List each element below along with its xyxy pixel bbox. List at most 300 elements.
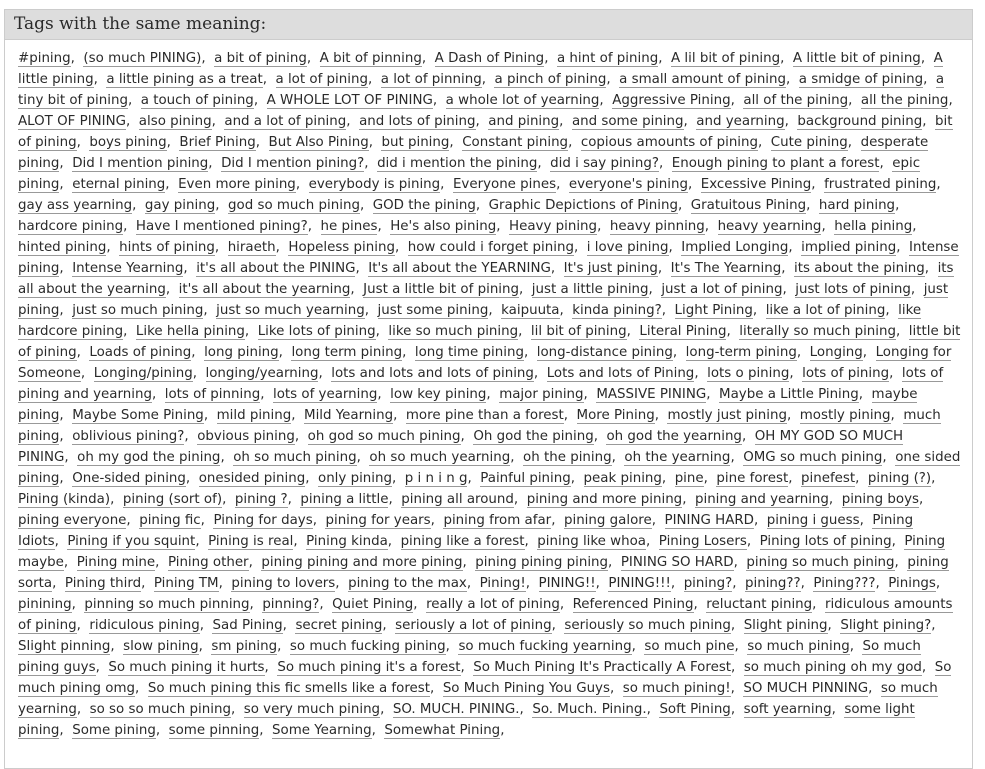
tag-link[interactable]: A little pining — [18, 51, 943, 87]
tag-link[interactable]: PINING!!! — [608, 576, 671, 591]
tag-separator: , — [608, 555, 617, 570]
tag-link[interactable]: secret pining — [295, 618, 383, 633]
tag-separator: , — [191, 345, 200, 360]
tag-link[interactable]: pining (?) — [867, 471, 932, 486]
tag-link[interactable]: kinda pining? — [572, 303, 662, 318]
tag-link[interactable]: Literal Pining — [639, 324, 727, 339]
tag-link[interactable]: slow pining — [123, 639, 199, 654]
tag-link[interactable]: It's The Yearning — [670, 261, 782, 276]
tag-separator: , — [432, 93, 442, 108]
tag-link[interactable]: Longing for Someone — [18, 345, 952, 381]
tag-list-item — [577, 408, 664, 424]
tag-link[interactable]: Longing — [809, 345, 863, 360]
tag-link[interactable]: heavy yearning — [717, 219, 822, 234]
tag-link[interactable]: and yearning — [696, 114, 785, 129]
tag-separator: , — [788, 240, 797, 255]
tag-link[interactable]: maybe pining — [18, 387, 918, 423]
tag-link[interactable]: PINING!! — [538, 576, 596, 591]
tag-link[interactable]: just some pining — [377, 303, 489, 318]
tag-separator: , — [948, 93, 957, 108]
tag-link[interactable]: hella pining — [834, 219, 913, 234]
tag-link[interactable]: hiraeth — [227, 240, 276, 255]
tag-link[interactable]: pining fic — [139, 513, 201, 528]
tag-link[interactable]: a whole lot of yearning — [445, 93, 600, 108]
tag-separator: , — [891, 534, 901, 549]
tag-link[interactable]: oh my god the pining — [77, 450, 221, 465]
tag-link[interactable]: So Much Pining You Guys — [442, 681, 610, 696]
tag-link[interactable]: bit of pining — [18, 114, 953, 150]
tag-link[interactable]: a bit of pining — [214, 51, 307, 66]
tag-link[interactable]: gay pining — [144, 198, 216, 213]
tag-link[interactable]: so much yearning — [18, 681, 938, 717]
tag-link[interactable]: a touch of pining — [140, 93, 254, 108]
tag-link[interactable]: so much pining — [747, 639, 850, 654]
tag-link[interactable]: onesided pining — [198, 471, 306, 486]
tag-link[interactable]: so much fucking yearning — [458, 639, 632, 654]
tag-link[interactable]: Pining is real — [208, 534, 294, 549]
tag-link[interactable]: So much pining guys — [18, 639, 921, 675]
tag-link[interactable]: Even more pining — [178, 177, 296, 192]
tag-list-item — [747, 639, 858, 655]
tag-link[interactable]: peak pining — [583, 471, 662, 486]
tag-link[interactable]: obvious pining — [197, 429, 295, 444]
tag-link[interactable]: Have I mentioned pining? — [135, 219, 308, 234]
tag-list-item — [148, 681, 439, 697]
tag-link[interactable]: pine forest — [716, 471, 789, 486]
tag-link[interactable]: desperate pining — [18, 135, 929, 171]
tag-separator: , — [123, 324, 132, 339]
tag-link[interactable]: all of the pining — [743, 93, 849, 108]
tag-separator: , — [568, 135, 577, 150]
tag-link[interactable]: so so so much pining — [89, 702, 231, 717]
tag-link[interactable]: seriously a lot of pining — [395, 618, 552, 633]
tag-separator: , — [896, 240, 905, 255]
tag-link[interactable]: gay ass yearning — [18, 198, 133, 213]
tag-link[interactable]: Pining lots of pining — [759, 534, 892, 549]
tag-separator: , — [786, 72, 795, 87]
tag-separator: , — [672, 345, 682, 360]
tag-link[interactable]: pining i guess — [766, 513, 860, 528]
tag-link[interactable]: little bit of pining — [18, 324, 961, 360]
tag-link[interactable]: kaipuuta — [501, 303, 560, 318]
tag-link[interactable]: lots of pining and yearning — [18, 366, 944, 402]
tag-link[interactable]: Did I mention pining — [72, 156, 209, 171]
tag-separator: , — [59, 471, 68, 486]
tag-link[interactable]: pining and yearning — [694, 492, 829, 507]
tag-link[interactable]: just pining — [18, 282, 949, 318]
tag-link[interactable]: pinning? — [262, 597, 320, 612]
tag-link[interactable]: hinted pining — [18, 240, 107, 255]
tag-separator: , — [657, 261, 667, 276]
tag-link[interactable]: It's just pining — [563, 261, 658, 276]
tag-link[interactable]: Pining TM — [153, 576, 219, 591]
tag-link[interactable]: Like hella pining — [135, 324, 245, 339]
tag-separator: , — [277, 639, 286, 654]
tag-list-item — [861, 93, 957, 109]
tag-link[interactable]: Painful pining — [480, 471, 571, 486]
tag-link[interactable]: more pine than a forest — [405, 408, 564, 423]
tag-link[interactable]: really a lot of pining — [426, 597, 560, 612]
tag-link[interactable]: (so much PINING) — [83, 51, 202, 66]
tag-link[interactable]: Pinings — [888, 576, 936, 591]
tag-link[interactable]: sm pining — [211, 639, 278, 654]
tag-link[interactable]: One-sided pining — [72, 471, 186, 486]
tag-link[interactable]: like hardcore pining — [18, 303, 922, 339]
tag-link[interactable]: seriously so much pining — [564, 618, 731, 633]
tag-list-item — [199, 471, 314, 487]
tag-link[interactable]: Pining Losers — [658, 534, 747, 549]
tag-list-item — [141, 93, 263, 109]
tag-link[interactable]: A bit of pinning — [319, 51, 422, 66]
tag-link[interactable]: pining and more pining — [526, 492, 683, 507]
tag-link[interactable]: A Dash of Pining — [434, 51, 545, 66]
tag-link[interactable]: did i say pining? — [550, 156, 659, 171]
tag-link[interactable]: only pining — [318, 471, 392, 486]
tag-link[interactable]: Pining for days — [213, 513, 313, 528]
tag-link[interactable]: #pining — [18, 51, 71, 66]
tag-link[interactable]: Pining Idiots — [18, 513, 914, 549]
tag-separator: , — [95, 660, 105, 675]
tag-link[interactable]: Aggressive Pining — [612, 93, 731, 108]
tag-link[interactable]: Slight pining — [743, 618, 828, 633]
tag-link[interactable]: a lot of pinning — [380, 72, 482, 87]
tag-separator: , — [732, 576, 741, 591]
tag-link[interactable]: Enough pining to plant a forest — [671, 156, 880, 171]
tag-link[interactable]: low key pining — [390, 387, 487, 402]
tag-link[interactable]: long-distance pining — [536, 345, 673, 360]
tag-separator: , — [537, 156, 546, 171]
tag-link[interactable]: lots and lots and lots of pining — [331, 366, 534, 381]
tag-link[interactable]: hardcore pining — [18, 219, 124, 234]
tag-link[interactable]: pining? — [683, 576, 733, 591]
tag-link[interactable]: lots of pining — [802, 366, 890, 381]
tag-link[interactable]: So Much Pining It's Practically A Forest — [473, 660, 732, 675]
tag-link[interactable]: eternal pining — [72, 177, 166, 192]
tag-link[interactable]: PINING HARD — [664, 513, 754, 528]
tag-link[interactable]: background pining — [797, 114, 923, 129]
tag-link[interactable]: Just a little bit of pining — [363, 282, 520, 297]
tag-link[interactable]: lots of pinning — [164, 387, 261, 402]
tag-link[interactable]: so much fucking pining — [289, 639, 446, 654]
tag-list-item — [458, 639, 640, 655]
tag-link[interactable]: Maybe Some Pining — [72, 408, 204, 423]
tag-link[interactable]: a smidge of pining — [798, 72, 924, 87]
tag-separator: , — [183, 261, 192, 276]
tag-link[interactable]: reluctant pining — [706, 597, 813, 612]
tag-separator: , — [597, 219, 606, 234]
tag-separator: , — [106, 240, 115, 255]
tag-link[interactable]: lots of yearning — [272, 387, 378, 402]
tag-link[interactable]: long time pining — [414, 345, 524, 360]
tag-separator: , — [59, 156, 68, 171]
tag-link[interactable]: so much pining oh my god — [743, 660, 922, 675]
tag-link[interactable]: boys pining — [89, 135, 167, 150]
tag-link[interactable]: pining all around — [401, 492, 514, 507]
tag-link[interactable]: So much pining it's a forest — [277, 660, 461, 675]
tag-link[interactable]: much pining — [18, 408, 941, 444]
tag-link[interactable]: Lots and lots of Pining — [546, 366, 695, 381]
tag-link[interactable]: epic pining — [18, 156, 921, 192]
tag-link[interactable]: like so much pining — [388, 324, 519, 339]
tag-list-item — [18, 240, 115, 256]
tag-link[interactable]: just a lot of pining — [661, 282, 783, 297]
tag-link[interactable]: pining boys — [841, 492, 919, 507]
tag-link[interactable]: so much pining! — [622, 681, 731, 696]
tag-link[interactable]: just so much yearning — [216, 303, 365, 318]
tag-link[interactable]: how could i forget pining — [407, 240, 574, 255]
tag-link[interactable]: hints of pining — [119, 240, 215, 255]
tag-link[interactable]: a pinch of pining — [494, 72, 607, 87]
tag-link[interactable]: oh so much pining — [233, 450, 357, 465]
tag-link[interactable]: one sided pining — [18, 450, 961, 486]
tag-link[interactable]: long-term pining — [685, 345, 797, 360]
tag-link[interactable]: soft yearning — [743, 702, 832, 717]
tag-link[interactable]: literally so much pining — [739, 324, 897, 339]
tag-link[interactable]: pining so much pining — [746, 555, 895, 570]
tag-link[interactable]: So much pining it hurts — [108, 660, 265, 675]
tag-separator: , — [544, 51, 553, 66]
tag-link[interactable]: pining galore — [563, 513, 652, 528]
tag-link[interactable]: major pining — [499, 387, 584, 402]
tag-link[interactable]: long term pining — [291, 345, 403, 360]
tag-link[interactable]: some light pining — [18, 702, 915, 738]
tag-link[interactable]: So. Much. Pining. — [532, 702, 647, 717]
tag-separator: , — [367, 72, 377, 87]
tag-separator: , — [583, 387, 593, 402]
tag-link[interactable]: did i mention the pining — [377, 156, 538, 171]
tag-list-item — [675, 471, 712, 487]
tag-link[interactable]: lots o pining — [707, 366, 790, 381]
tag-separator: , — [200, 513, 210, 528]
tag-link[interactable]: A WHOLE LOT OF PINING — [266, 93, 433, 108]
tag-link[interactable]: oh the pining — [523, 450, 612, 465]
tag-link[interactable]: heavy pinning — [609, 219, 705, 234]
tag-link[interactable]: Slight pining? — [840, 618, 932, 633]
tag-link[interactable]: Referenced Pining — [572, 597, 694, 612]
tag-link[interactable]: pinning so much pinning — [84, 597, 250, 612]
tag-separator: , — [706, 387, 715, 402]
tag-link[interactable]: Did I mention pining? — [221, 156, 365, 171]
tag-list-item — [810, 345, 872, 361]
tag-link[interactable]: p i n i n g — [404, 471, 468, 486]
tag-separator: , — [781, 261, 790, 276]
tag-separator: , — [730, 702, 740, 717]
tag-link[interactable]: its about the pining — [794, 261, 925, 276]
tag-link[interactable]: pining to lovers — [231, 576, 336, 591]
tag-link[interactable]: Soft Pining — [659, 702, 731, 717]
tag-list-item — [718, 219, 830, 235]
tag-link[interactable]: it's all about the PINING — [196, 261, 356, 276]
tag-link[interactable]: mostly pining — [799, 408, 891, 423]
tag-link[interactable]: He's also pining — [390, 219, 497, 234]
tag-link[interactable]: Gratuitous Pining — [690, 198, 807, 213]
tag-link[interactable]: SO MUCH PINNING — [743, 681, 869, 696]
tag-link[interactable]: pinining — [18, 597, 72, 612]
tag-link[interactable]: lil bit of pining — [530, 324, 627, 339]
tag-list-item — [435, 51, 553, 67]
tag-link[interactable]: pining ? — [234, 492, 288, 507]
tag-link[interactable]: pining pining pining — [475, 555, 609, 570]
tag-link[interactable]: Pining kinda — [306, 534, 388, 549]
tag-list-item — [707, 366, 798, 382]
tag-link[interactable]: god so much pining — [228, 198, 360, 213]
tag-link[interactable]: Light Pining — [674, 303, 753, 318]
tag-link[interactable]: Quiet Pining — [332, 597, 414, 612]
tag-link[interactable]: pining from afar — [443, 513, 552, 528]
tag-list-item — [123, 639, 207, 655]
tag-link[interactable]: and pining — [488, 114, 560, 129]
tag-link[interactable]: pining pining and more pining — [261, 555, 463, 570]
tag-link[interactable]: Pining! — [479, 576, 526, 591]
tag-link[interactable]: Constant pining — [462, 135, 569, 150]
tag-link[interactable]: Implied Longing — [681, 240, 789, 255]
tag-link[interactable]: MASSIVE PINING — [596, 387, 707, 402]
tag-link[interactable]: pinefest — [801, 471, 856, 486]
tag-link[interactable]: Pining maybe — [18, 534, 946, 570]
tag-link[interactable]: pining for years — [325, 513, 431, 528]
tag-link[interactable]: Cute pining — [770, 135, 848, 150]
tag-link[interactable]: Hopeless pining — [288, 240, 395, 255]
tag-link[interactable]: pining a little — [300, 492, 389, 507]
tag-link[interactable]: just a little pining — [531, 282, 649, 297]
tag-link[interactable]: Graphic Depictions of Pining — [488, 198, 678, 213]
tag-link[interactable]: and lots of pining — [359, 114, 476, 129]
tag-link[interactable]: It's all about the YEARNING — [368, 261, 551, 276]
tag-link[interactable]: some pinning — [168, 723, 260, 738]
tag-link[interactable]: and a lot of pining — [224, 114, 347, 129]
tag-link[interactable]: a tiny bit of pining — [18, 72, 945, 108]
tag-link[interactable]: Somewhat Pining — [384, 723, 501, 738]
tag-link[interactable]: Maybe a Little Pining — [719, 387, 859, 402]
tag-link[interactable]: but pining — [381, 135, 450, 150]
tag-link[interactable]: Pining??? — [813, 576, 876, 591]
tag-separator: , — [894, 555, 904, 570]
tag-link[interactable]: Longing/pining — [93, 366, 193, 381]
tag-link[interactable]: oh so much yearning — [369, 450, 511, 465]
tag-link[interactable]: Sad Pining — [212, 618, 283, 633]
tag-link[interactable]: Brief Pining — [179, 135, 256, 150]
tag-link[interactable]: long pining — [204, 345, 279, 360]
tag-separator: , — [135, 681, 144, 696]
tag-link[interactable]: Intense Yearning — [72, 261, 184, 276]
tag-link[interactable]: Excessive Pining — [700, 177, 812, 192]
tag-link[interactable]: a hint of pining — [556, 51, 659, 66]
tag-link[interactable]: Intense pining — [18, 240, 959, 276]
tag-link[interactable]: Everyone pines — [452, 177, 557, 192]
tag-link[interactable]: i love pining — [586, 240, 669, 255]
tag-link[interactable]: Heavy pining — [509, 219, 598, 234]
tag-link[interactable]: A little bit of pining — [792, 51, 921, 66]
tag-link[interactable]: oh god so much pining — [307, 429, 461, 444]
tag-link[interactable]: Oh god the pining — [473, 429, 594, 444]
tag-link[interactable]: so much pine — [644, 639, 735, 654]
tag-link[interactable]: pining to the max — [348, 576, 467, 591]
tag-separator: , — [244, 324, 254, 339]
tag-link[interactable]: and some pining — [571, 114, 684, 129]
tag-list-item — [77, 450, 229, 466]
tag-link[interactable]: ridiculous amounts of pining — [18, 597, 953, 633]
tag-separator: , — [59, 177, 68, 192]
tag-link[interactable]: mostly just pining — [667, 408, 787, 423]
tag-list-item — [261, 555, 471, 571]
tag-link[interactable]: longing/yearning — [205, 366, 319, 381]
tag-link[interactable]: Some pining — [72, 723, 156, 738]
tag-separator: , — [59, 303, 68, 318]
tag-link[interactable]: Mild Yearning — [304, 408, 394, 423]
tag-link[interactable]: PINING SO HARD — [620, 555, 734, 570]
tag-link[interactable]: it's all about the yearning — [178, 282, 351, 297]
tag-link[interactable]: Loads of pining — [89, 345, 192, 360]
tag-link[interactable]: ALOT OF PINING — [18, 114, 127, 129]
tag-link[interactable]: pining sorta — [18, 555, 949, 591]
tag-link[interactable]: like a lot of pining — [765, 303, 886, 318]
tag-link[interactable]: pining like a forest — [400, 534, 525, 549]
tag-link[interactable]: he pines — [320, 219, 378, 234]
tag-link[interactable]: But Also Pining — [268, 135, 369, 150]
tag-separator: , — [519, 702, 529, 717]
tag-link[interactable]: Pining third — [64, 576, 142, 591]
tag-separator: , — [789, 366, 798, 381]
tag-link[interactable]: copious amounts of pining — [580, 135, 759, 150]
tag-link[interactable]: just so much pining — [72, 303, 204, 318]
tag-link[interactable]: A lil bit of pining — [671, 51, 781, 66]
tag-list-item — [547, 366, 703, 382]
tag-link[interactable]: pining (sort of) — [122, 492, 223, 507]
tag-link[interactable]: pining?? — [745, 576, 801, 591]
tag-link[interactable]: a small amount of pining — [619, 72, 787, 87]
tag-list-item — [799, 72, 932, 88]
tag-link[interactable]: pine — [674, 471, 704, 486]
tag-link[interactable]: OH MY GOD SO MUCH PINING — [18, 429, 904, 465]
tag-link[interactable]: OMG so much pining — [743, 450, 883, 465]
tag-link[interactable]: just lots of pining — [795, 282, 911, 297]
tag-link[interactable]: also pining — [138, 114, 212, 129]
tag-link[interactable]: frustrated pining — [824, 177, 937, 192]
tag-link[interactable]: GOD the pining — [372, 198, 476, 213]
tag-link[interactable]: pining everyone — [18, 513, 127, 528]
tag-link[interactable]: ridiculous pining — [89, 618, 200, 633]
tag-link[interactable]: everybody is pining — [308, 177, 441, 192]
tag-link[interactable]: Some Yearning — [272, 723, 372, 738]
tag-separator: , — [127, 93, 137, 108]
tag-link[interactable]: oblivious pining? — [72, 429, 185, 444]
tag-link[interactable]: hard pining — [818, 198, 896, 213]
tag-list-item — [18, 639, 119, 655]
tag-link[interactable]: everyone's pining — [568, 177, 688, 192]
tag-link[interactable]: oh the yearning — [624, 450, 731, 465]
tag-link[interactable]: mild pining — [216, 408, 292, 423]
tag-link[interactable]: Like lots of pining — [257, 324, 376, 339]
tag-link[interactable]: implied pining — [801, 240, 897, 255]
tag-link[interactable]: all the pining — [860, 93, 949, 108]
tag-link[interactable]: Pining mine — [76, 555, 156, 570]
tag-link[interactable]: Pining if you squint — [67, 534, 196, 549]
tag-link[interactable]: So much pining this fic smells like a forest — [147, 681, 431, 696]
tag-link[interactable]: its all about the yearning — [18, 261, 954, 297]
tag-link[interactable]: More Pining — [576, 408, 655, 423]
tag-link[interactable]: SO. MUCH. PINING. — [392, 702, 520, 717]
tag-link[interactable]: so very much pining — [243, 702, 381, 717]
tag-link[interactable]: pining like whoa — [537, 534, 647, 549]
tag-link[interactable]: oh god the yearning — [606, 429, 742, 444]
tag-link[interactable]: Pining (kinda) — [18, 492, 111, 507]
tag-link[interactable]: a lot of pining — [275, 72, 368, 87]
tag-link[interactable]: a little pining as a treat — [106, 72, 263, 87]
tag-link[interactable]: So much pining omg — [18, 660, 952, 696]
tag-link[interactable]: Slight pinning — [18, 639, 111, 654]
tag-separator: , — [421, 51, 431, 66]
tag-link[interactable]: Pining other — [167, 555, 249, 570]
